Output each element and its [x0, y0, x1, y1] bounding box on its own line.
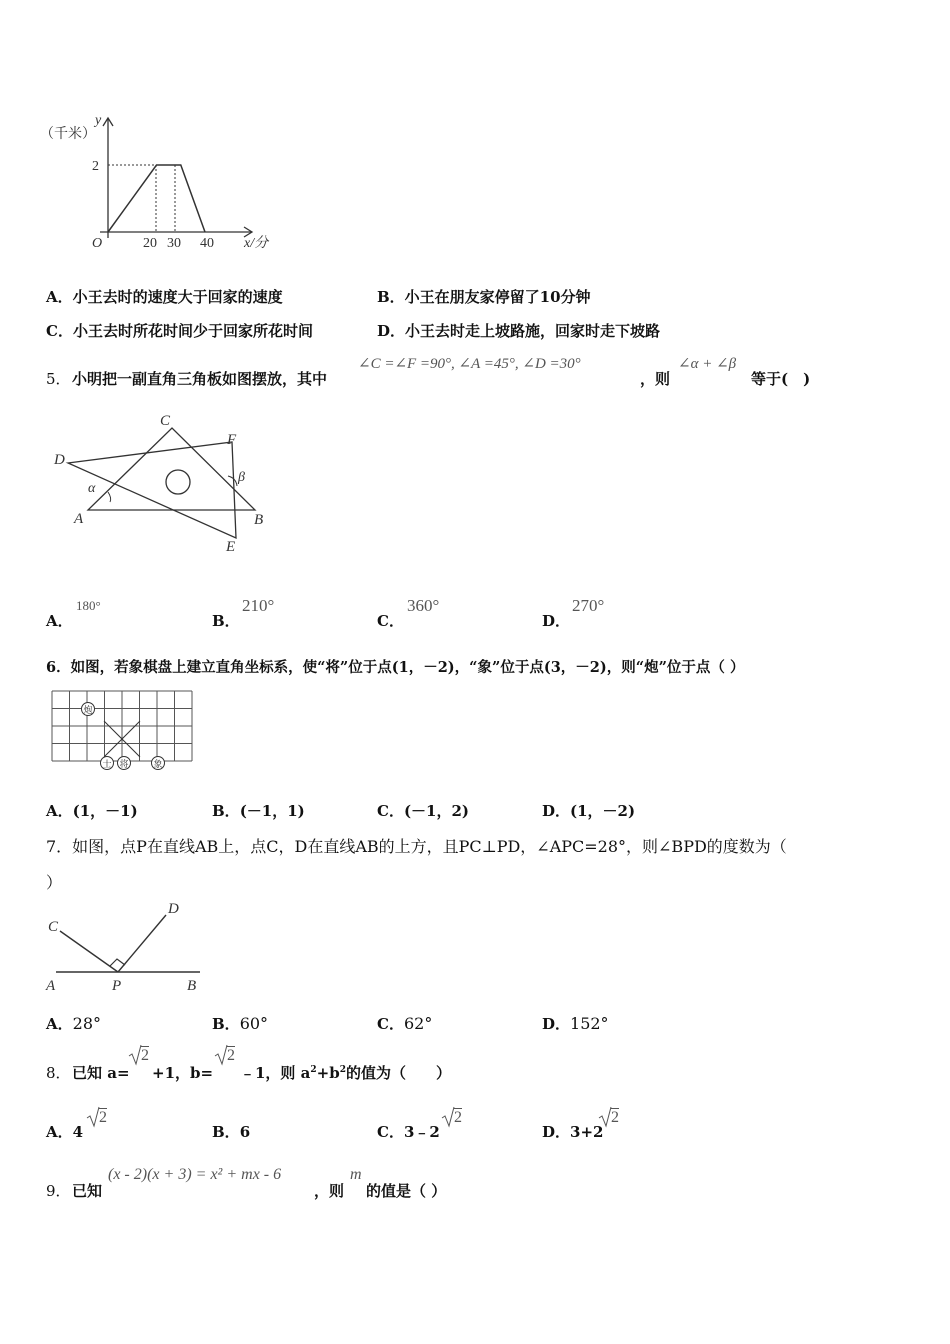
q8-option-b-pre: 6	[239, 1123, 251, 1141]
q8-option-c-letter: C．	[377, 1123, 404, 1141]
q9-text-3: 的值是（ ）	[366, 1182, 447, 1200]
q8-option-b[interactable]	[212, 1104, 362, 1140]
q9-stem	[46, 1166, 646, 1202]
q5-angle-alpha-arc	[108, 492, 111, 502]
q8-option-c-sqrt	[441, 1106, 467, 1128]
graph-unit-label: （千米）	[40, 127, 96, 142]
q5-option-a-letter: A．	[46, 612, 73, 630]
q6-option-b-value: (－1，1)	[239, 802, 305, 820]
distance-time-graph	[40, 110, 290, 255]
q6-option-d-letter: D．	[542, 802, 571, 820]
q8-option-b-letter: B．	[212, 1123, 240, 1141]
q5-option-d-value: 270°	[572, 596, 605, 615]
graph-y-label: y	[95, 113, 102, 128]
q7-ray-pc	[60, 931, 118, 972]
q8-sqrt-a	[128, 1044, 154, 1066]
q5-option-c-letter: C．	[377, 612, 404, 630]
q9-text-2: ，则	[314, 1182, 345, 1200]
q7-option-d[interactable]	[542, 1013, 609, 1034]
q8-text-1: 已知 a=	[72, 1064, 130, 1082]
q6-option-b[interactable]	[212, 800, 305, 821]
q7-right-angle-mark	[110, 959, 125, 966]
q5-label-b: B	[254, 512, 264, 528]
q7-option-a[interactable]	[46, 1013, 101, 1034]
q5-option-a[interactable]	[46, 596, 196, 628]
q7-option-b-value: 60°	[239, 1014, 269, 1033]
q7-option-a-letter: A．	[46, 1015, 73, 1033]
q7-option-c-letter: C．	[377, 1015, 404, 1033]
q8-option-d-letter: D．	[542, 1123, 571, 1141]
q6-option-a[interactable]	[46, 800, 138, 821]
q5-label-a: A	[74, 511, 84, 527]
q5-expr: ∠α + ∠β	[678, 356, 737, 372]
q7-option-d-value: 152°	[570, 1014, 609, 1033]
q5-label-e: E	[226, 539, 236, 555]
q7-label-d: D	[168, 901, 179, 917]
q8-text-4: +b	[316, 1064, 340, 1082]
q8-text-2: +1，b=	[152, 1064, 214, 1082]
q5-option-b-letter: B．	[212, 612, 240, 630]
q5-option-b-value: 210°	[242, 596, 275, 615]
q8-option-b-text	[212, 1121, 250, 1142]
q9-number: 9．	[46, 1182, 71, 1200]
q8-stem	[46, 1044, 646, 1084]
q8-sqrt-b-radicand: 2	[227, 1047, 235, 1064]
q7-option-c[interactable]	[377, 1013, 432, 1034]
graph-x-tick-40: 40	[200, 236, 214, 251]
q9-expr: (x - 2)(x + 3) = x² + mx - 6	[108, 1166, 282, 1183]
q8-sup-b: 2	[339, 1065, 346, 1075]
q8-text-5: 的值为（ ）	[345, 1064, 451, 1082]
q4-option-b[interactable]: B．小王在朋友家停留了10分钟	[377, 288, 591, 306]
q5-option-b[interactable]	[212, 596, 362, 628]
q7-option-b-letter: B．	[212, 1015, 240, 1033]
piece-pao: 炮	[83, 705, 93, 715]
q6-option-d[interactable]	[542, 800, 635, 821]
q7-stem-line1: 7．如图，点P在直线AB上，点C，D在直线AB的上方，且PC⊥PD，∠APC=28°，则∠BPD的度数为（	[46, 837, 787, 856]
sqrt-icon	[214, 1044, 228, 1066]
q5-label-f: F	[227, 432, 237, 448]
graph-origin: O	[92, 236, 103, 251]
q7-label-c: C	[48, 919, 59, 935]
q5-triangles-figure	[50, 410, 280, 560]
q5-option-d-letter: D．	[542, 612, 571, 630]
q6-option-a-letter: A．	[46, 802, 73, 820]
q5-hole	[166, 470, 190, 494]
q8-option-d-pre: 3+2	[570, 1123, 604, 1141]
q7-option-b[interactable]	[212, 1013, 268, 1034]
q9-text-1: 已知	[72, 1182, 103, 1200]
q7-angle-figure	[42, 895, 212, 995]
piece-jiang: 将	[119, 759, 129, 769]
q5-stem-before: 小明把一副直角三角板如图摆放，其中	[72, 370, 328, 388]
sqrt-icon	[598, 1106, 612, 1128]
q5-label-beta: β	[238, 470, 245, 485]
q5-label-d: D	[54, 452, 65, 468]
q7-option-d-letter: D．	[542, 1015, 571, 1033]
q8-option-d[interactable]	[542, 1104, 692, 1140]
q6-option-c[interactable]	[377, 800, 469, 821]
graph-x-tick-20: 20	[143, 236, 157, 251]
q5-option-d[interactable]	[542, 596, 692, 628]
q5-label-c: C	[160, 413, 171, 429]
q5-label-alpha: α	[88, 481, 96, 496]
q5-number: 5．	[46, 370, 71, 388]
piece-shi: 士	[102, 759, 112, 769]
q6-option-d-value: (1，－2)	[570, 802, 636, 820]
q5-option-c-value: 360°	[407, 596, 440, 615]
q8-option-a-pre: 4	[72, 1123, 84, 1141]
q7-option-c-value: 62°	[403, 1014, 433, 1033]
q5-stem	[46, 352, 926, 386]
q8-option-c-radicand: 2	[454, 1109, 462, 1126]
q8-option-d-radicand: 2	[611, 1109, 619, 1126]
sqrt-icon	[128, 1044, 142, 1066]
q8-sup-a: 2	[310, 1065, 317, 1075]
q8-option-c[interactable]	[377, 1104, 527, 1140]
piece-xiang: 象	[153, 759, 163, 769]
q7-label-p: P	[112, 978, 122, 994]
chessboard-figure	[50, 688, 200, 774]
q7-label-b: B	[187, 978, 197, 994]
q8-option-a-letter: A．	[46, 1123, 73, 1141]
q5-stem-after: 等于( )	[751, 370, 811, 388]
q5-option-a-value: 180°	[76, 598, 101, 613]
q8-number: 8．	[46, 1064, 71, 1082]
q7-stem-line2: ）	[46, 873, 63, 892]
sqrt-icon	[86, 1106, 100, 1128]
q8-text-3a: ﹣1，则 a	[240, 1064, 311, 1082]
q5-stem-mid: ，则	[640, 370, 671, 388]
q8-text-3	[240, 1062, 451, 1083]
graph-y-tick: 2	[92, 159, 99, 174]
q4-option-a[interactable]: A．小王去时的速度大于回家的速度	[46, 288, 283, 306]
q6-option-a-value: (1，－1)	[72, 802, 138, 820]
q8-sqrt-a-radicand: 2	[141, 1047, 149, 1064]
q6-option-c-value: (－1，2)	[403, 802, 470, 820]
q5-option-c[interactable]	[377, 596, 527, 628]
q7-ray-pd	[118, 915, 166, 972]
q6-option-b-letter: B．	[212, 802, 240, 820]
q8-option-c-text	[377, 1121, 440, 1142]
q4-option-d[interactable]: D．小王去时走上坡路施，回家时走下坡路	[377, 322, 661, 340]
q7-label-a: A	[46, 978, 56, 994]
graph-x-label: x/分	[244, 236, 269, 251]
q8-option-a-radicand: 2	[99, 1109, 107, 1126]
q8-option-d-sqrt	[598, 1106, 624, 1128]
q9-var: m	[350, 1166, 362, 1183]
q8-sqrt-b	[214, 1044, 240, 1066]
q5-condition: ∠C =∠F =90°, ∠A =45°, ∠D =30°	[358, 356, 581, 372]
q8-option-a[interactable]	[46, 1104, 196, 1140]
graph-x-tick-30: 30	[167, 236, 181, 251]
q8-option-c-pre: 3﹣2	[403, 1123, 440, 1141]
q8-option-a-text	[46, 1121, 83, 1142]
q7-option-a-value: 28°	[72, 1014, 101, 1033]
q6-stem: 6．如图，若象棋盘上建立直角坐标系，使“将”位于点(1，－2)，“象”位于点(3，－2)，则“炮”位于点（ ）	[46, 659, 745, 676]
q4-option-c[interactable]: C．小王去时所花时间少于回家所花时间	[46, 322, 313, 340]
q8-option-a-sqrt	[86, 1106, 112, 1128]
sqrt-icon	[441, 1106, 455, 1128]
q8-option-d-text	[542, 1121, 603, 1142]
q6-option-c-letter: C．	[377, 802, 404, 820]
